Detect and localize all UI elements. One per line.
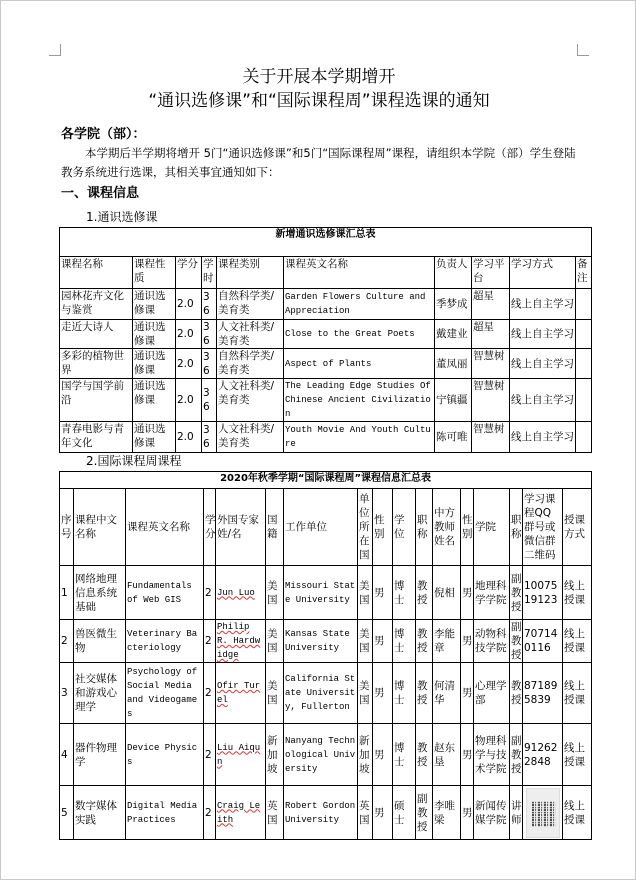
cell-text: 912622848 — [524, 741, 558, 768]
table-cell — [126, 663, 204, 724]
table-cell: 36 — [202, 422, 217, 453]
table-cell: 超星 — [472, 289, 510, 320]
table-cell — [284, 786, 358, 840]
cell-text: 2 — [205, 748, 212, 761]
table-cell — [576, 422, 592, 453]
table-cell — [60, 566, 74, 620]
table-cell — [474, 724, 510, 786]
table-cell: 青春电影与青年文化 — [60, 422, 133, 453]
table-cell — [204, 620, 216, 663]
cell-text: 美国 — [267, 628, 278, 654]
table-cell: 通识选修课 — [133, 422, 176, 453]
column-header: 学习方式 — [510, 257, 576, 289]
column-header: 学时 — [202, 257, 217, 289]
table-cell — [576, 320, 592, 349]
cell-text: Liu Aiqun — [217, 742, 261, 767]
cell-text: 美国 — [359, 680, 370, 706]
cell-text: Robert Gordon University — [285, 800, 356, 825]
table-cell — [126, 566, 204, 620]
table-cell — [474, 786, 510, 840]
cell-text: 男 — [374, 635, 385, 647]
cell-text: 线上授课 — [564, 579, 585, 606]
table-cell: 走近大诗人 — [60, 320, 133, 349]
cell-text: 网络地理信息系统基础 — [75, 572, 117, 613]
cell-text: 男 — [374, 687, 385, 699]
table-cell — [523, 724, 563, 786]
table-cell — [266, 724, 284, 786]
cell-text: 教授 — [511, 680, 522, 706]
table-cell — [523, 786, 563, 840]
cell-text: 社交媒体和游戏心理学 — [75, 673, 117, 713]
cell-text: 线上授课 — [564, 628, 585, 654]
table-cell — [510, 620, 523, 663]
table-cell — [126, 620, 204, 663]
column-header: 学分 — [176, 257, 202, 289]
table-cell: 线上自主学习 — [510, 349, 576, 379]
cell-text: 博士 — [394, 628, 405, 654]
table-cell — [433, 566, 461, 620]
column-header: 学习课程QQ群号或微信群二维码 — [523, 489, 563, 566]
table-cell: 通识选修课 — [133, 289, 176, 320]
cell-text: Fundamentals of Web GIS — [127, 580, 192, 605]
table-cell — [204, 566, 216, 620]
table-cell — [393, 620, 416, 663]
course-tables-section — [59, 209, 591, 860]
cell-text: 硕士 — [394, 799, 405, 826]
column-header: 学分 — [204, 489, 216, 566]
cell-text: 李唯梁 — [434, 799, 455, 826]
cell-text: 倪相 — [434, 586, 455, 599]
table-cell — [563, 620, 592, 663]
table-cell: 2.0 — [176, 320, 202, 349]
cell-text: 线上授课 — [564, 741, 585, 768]
cell-text: 博士 — [394, 579, 405, 606]
table-cell: 2.0 — [176, 379, 202, 422]
cell-text: 男 — [462, 687, 473, 699]
table-cell — [576, 289, 592, 320]
crop-mark-top-left — [49, 44, 61, 56]
cell-text: 男 — [462, 748, 473, 761]
column-header: 工作单位 — [284, 489, 358, 566]
table-cell: 通识选修课 — [133, 379, 176, 422]
cell-text: 美国 — [267, 680, 278, 706]
cell-text: 副教授 — [511, 734, 522, 775]
table-cell: 通识选修课 — [133, 349, 176, 379]
subsection-heading-2: 2.国际课程周课程 — [86, 454, 182, 468]
table-cell — [523, 663, 563, 724]
table-cell: 智慧树 — [472, 349, 510, 379]
cell-text: Craig Leith — [217, 800, 261, 825]
table-cell: 人文社科类/美育类 — [217, 320, 284, 349]
cell-text: Psychology of Social Media and Videogames — [127, 667, 198, 719]
cell-text: 2 — [205, 586, 212, 599]
table-cell — [563, 724, 592, 786]
table-cell — [74, 620, 126, 663]
table-cell — [393, 786, 416, 840]
table-cell: Youth Movie And Youth Culture — [284, 422, 435, 453]
table-cell — [74, 566, 126, 620]
cell-text: 英国 — [267, 799, 278, 826]
table-cell — [510, 566, 523, 620]
doc-title-line1: 关于开展本学期增开 — [242, 67, 396, 87]
table-cell — [284, 620, 358, 663]
cell-text: 心理学部 — [475, 680, 507, 706]
cell-text: 动物科技学院 — [475, 628, 507, 654]
table-cell — [461, 786, 474, 840]
table-cell — [416, 663, 433, 724]
cell-text: 男 — [374, 806, 385, 819]
column-header: 课程英文名称 — [284, 257, 435, 289]
table-cell: 线上自主学习 — [510, 320, 576, 349]
cell-text: 英国 — [359, 799, 370, 826]
table-cell: 自然科学类/美育类 — [217, 349, 284, 379]
cell-text: 教授 — [417, 579, 428, 606]
column-header: 性别 — [461, 489, 474, 566]
table-row — [60, 349, 592, 379]
table-row — [60, 320, 592, 349]
table-cell: 2.0 — [176, 349, 202, 379]
table-cell — [461, 566, 474, 620]
table-cell: 多彩的植物世界 — [60, 349, 133, 379]
table-cell: 超星 — [472, 320, 510, 349]
table-cell: Close to the Great Poets — [284, 320, 435, 349]
table-cell — [474, 566, 510, 620]
cell-text: 871895839 — [524, 680, 558, 706]
table-caption: 2020年秋季学期“国际课程周”课程信息汇总表 — [60, 472, 592, 489]
table-cell — [474, 620, 510, 663]
table-cell — [204, 724, 216, 786]
table-cell — [74, 663, 126, 724]
column-header: 国籍 — [266, 489, 284, 566]
table-cell — [563, 663, 592, 724]
table-cell: 2.0 — [176, 289, 202, 320]
table-cell — [204, 786, 216, 840]
table-cell: The Leading Edge Studies Of Chinese Ancient Civilization — [284, 379, 435, 422]
column-header: 学院 — [474, 489, 510, 566]
table-cell — [216, 724, 266, 786]
cell-text: 教授 — [417, 741, 428, 768]
cell-text: 新闻传媒学院 — [475, 799, 507, 826]
column-header: 外国专家姓/名 — [216, 489, 266, 566]
column-header: 学位 — [393, 489, 416, 566]
table-cell — [393, 724, 416, 786]
table-cell — [433, 663, 461, 724]
table-cell — [358, 663, 373, 724]
table-cell — [461, 620, 474, 663]
cell-text: 博士 — [394, 680, 405, 706]
table-cell — [461, 724, 474, 786]
column-header: 性别 — [373, 489, 393, 566]
table-cell: 季梦成 — [435, 289, 472, 320]
cell-text: 5 — [61, 806, 68, 819]
table-cell: 36 — [202, 289, 217, 320]
cell-text: 器件物理学 — [75, 741, 117, 768]
cell-text: Philip R. Hardwidge — [217, 622, 261, 660]
cell-text: 美国 — [359, 628, 370, 654]
table-cell — [358, 620, 373, 663]
table-cell — [433, 620, 461, 663]
column-header: 课程英文名称 — [126, 489, 204, 566]
table-cell — [126, 724, 204, 786]
table-cell: 36 — [202, 379, 217, 422]
table-cell — [373, 663, 393, 724]
table-cell — [284, 566, 358, 620]
table-row — [60, 289, 592, 320]
table-cell — [416, 786, 433, 840]
cell-text: 教授 — [417, 680, 428, 706]
table-cell: 董凤丽 — [435, 349, 472, 379]
cell-text: Kansas State University — [285, 629, 350, 653]
table-cell — [474, 663, 510, 724]
table-cell — [216, 620, 266, 663]
cell-text: 赵东垦 — [434, 741, 455, 768]
cell-text: 何清华 — [434, 680, 455, 706]
column-header: 课程类别 — [217, 257, 284, 289]
table-cell — [563, 566, 592, 620]
elective-courses-table — [59, 227, 592, 453]
table-cell — [74, 786, 126, 840]
table-caption: 新增通识选修课汇总表 — [60, 228, 592, 257]
table-cell — [433, 786, 461, 840]
table-row — [60, 422, 592, 453]
table-cell — [523, 620, 563, 663]
table-cell — [510, 663, 523, 724]
table-cell: 园林花卉文化与鉴赏 — [60, 289, 133, 320]
column-header: 课程名称 — [60, 257, 133, 289]
table-row — [60, 724, 592, 786]
cell-text: 新加坡 — [359, 734, 370, 775]
table-cell: 智慧树 — [472, 379, 510, 422]
cell-text: Digital Media Practices — [127, 800, 198, 825]
cell-text: 2 — [61, 635, 68, 647]
table-cell — [373, 566, 393, 620]
table-cell: 线上自主学习 — [510, 422, 576, 453]
table-row — [60, 379, 592, 422]
cell-text: 男 — [462, 586, 473, 599]
cell-text: 副教授 — [511, 621, 522, 661]
table-cell — [216, 663, 266, 724]
cell-text: 男 — [374, 748, 385, 761]
column-header: 职称 — [510, 489, 523, 566]
table-cell — [393, 566, 416, 620]
table-cell — [284, 663, 358, 724]
table-cell: Aspect of Plants — [284, 349, 435, 379]
section-heading: 一、课程信息 — [61, 186, 140, 201]
cell-text: 男 — [462, 806, 473, 819]
table-cell — [216, 786, 266, 840]
table-cell — [266, 663, 284, 724]
cell-text: Veterinary Bacteriology — [127, 629, 198, 653]
column-header: 课程性质 — [133, 257, 176, 289]
table-cell — [461, 663, 474, 724]
table-cell — [416, 620, 433, 663]
table-cell: 36 — [202, 320, 217, 349]
cell-text: 新加坡 — [267, 734, 278, 775]
cell-text: California State University, Fullerton — [285, 674, 356, 712]
cell-text: Missouri State University — [285, 580, 356, 605]
table-cell — [216, 566, 266, 620]
cell-text: 3 — [61, 687, 68, 699]
cell-text: 1 — [61, 586, 68, 599]
table-cell — [266, 620, 284, 663]
cell-text: 线上授课 — [564, 799, 585, 826]
cell-text: Jun Luo — [217, 587, 255, 598]
table-cell — [416, 566, 433, 620]
column-header: 序号 — [60, 489, 74, 566]
cell-text: 美国 — [359, 579, 370, 606]
table-cell — [74, 724, 126, 786]
table-cell: 线上自主学习 — [510, 289, 576, 320]
column-header: 学习平台 — [472, 257, 510, 289]
table-cell — [358, 786, 373, 840]
table-cell — [576, 379, 592, 422]
cell-text: 教授 — [417, 628, 428, 654]
table-cell — [60, 786, 74, 840]
doc-title-line2: “通识选修课”和“国际课程周”课程选课的通知 — [148, 91, 490, 111]
column-header: 中方教师姓名 — [433, 489, 461, 566]
table-cell: 36 — [202, 349, 217, 379]
table-row — [60, 663, 592, 724]
table-cell — [373, 724, 393, 786]
table-cell: 陈可唯 — [435, 422, 472, 453]
table-cell — [60, 620, 74, 663]
table-cell — [510, 786, 523, 840]
table-cell — [266, 786, 284, 840]
table-cell — [523, 566, 563, 620]
wechat-qr-code — [526, 788, 560, 838]
intro-paragraph: 本学期后半学期将增开 5门“通识选修课”和5门“国际课程周”课程，请组织本学院（部）学生登陆教务系统进行选课，其相关事宜通知如下： — [61, 146, 576, 179]
cell-text: 2 — [205, 635, 212, 647]
table-cell: Garden Flowers Culture and Appreciation — [284, 289, 435, 320]
table-cell: 线上自主学习 — [510, 379, 576, 422]
cell-text: 兽医微生物 — [75, 628, 117, 654]
table-cell: 智慧树 — [472, 422, 510, 453]
table-cell — [373, 620, 393, 663]
table-cell — [373, 786, 393, 840]
cell-text: 美国 — [267, 579, 278, 606]
table-cell: 戴建业 — [435, 320, 472, 349]
cell-text: 物理科学与技术学院 — [475, 734, 507, 775]
table-cell: 自然科学类/美育类 — [217, 289, 284, 320]
table-cell — [358, 566, 373, 620]
cell-text: 1007519123 — [524, 579, 558, 606]
table-cell — [576, 349, 592, 379]
cell-text: 副教授 — [511, 572, 522, 613]
table-cell — [60, 724, 74, 786]
table-cell: 宁镇疆 — [435, 379, 472, 422]
cell-text: 副教授 — [417, 792, 428, 833]
table-cell — [393, 663, 416, 724]
international-courses-table — [59, 471, 592, 840]
column-header: 备注 — [576, 257, 592, 289]
cell-text: 数字媒体实践 — [75, 799, 117, 826]
table-cell: 人文社科类/美育类 — [217, 379, 284, 422]
cell-text: Device Physics — [127, 742, 198, 767]
table-cell — [204, 663, 216, 724]
table-cell — [284, 724, 358, 786]
cell-text: 男 — [462, 635, 473, 647]
table-cell — [358, 724, 373, 786]
column-header: 单位所在国 — [358, 489, 373, 566]
column-header: 授课方式 — [563, 489, 592, 566]
cell-text: 4 — [61, 748, 68, 761]
cell-text: 李能章 — [434, 628, 455, 654]
table-cell — [266, 566, 284, 620]
column-header: 职称 — [416, 489, 433, 566]
table-cell: 通识选修课 — [133, 320, 176, 349]
subsection-heading-1: 1.通识选修课 — [86, 210, 158, 224]
column-header: 负责人 — [435, 257, 472, 289]
table-row — [60, 786, 592, 840]
table-row — [60, 566, 592, 620]
cell-text: 2 — [205, 806, 212, 819]
table-cell: 2.0 — [176, 422, 202, 453]
table-cell: 人文社科类/美育类 — [217, 422, 284, 453]
column-header: 课程中文名称 — [74, 489, 126, 566]
cell-text: 707140116 — [524, 628, 558, 654]
table-cell — [416, 724, 433, 786]
table-cell — [60, 663, 74, 724]
table-cell: 国学与国学前沿 — [60, 379, 133, 422]
table-cell — [563, 786, 592, 840]
cell-text: 地理科学学院 — [475, 579, 507, 606]
table-cell — [126, 786, 204, 840]
cell-text: 男 — [374, 586, 385, 599]
table-cell — [510, 724, 523, 786]
salutation: 各学院（部）： — [61, 127, 146, 142]
cell-text: 线上授课 — [564, 680, 585, 706]
cell-text: 讲师 — [511, 799, 522, 826]
cell-text: Nanyang Technological University — [285, 735, 356, 774]
table-cell — [433, 724, 461, 786]
table-row — [60, 620, 592, 663]
crop-mark-top-right — [577, 44, 589, 56]
cell-text: 博士 — [394, 741, 405, 768]
cell-text: Ofir Turel — [217, 681, 261, 705]
cell-text: 2 — [205, 687, 212, 699]
